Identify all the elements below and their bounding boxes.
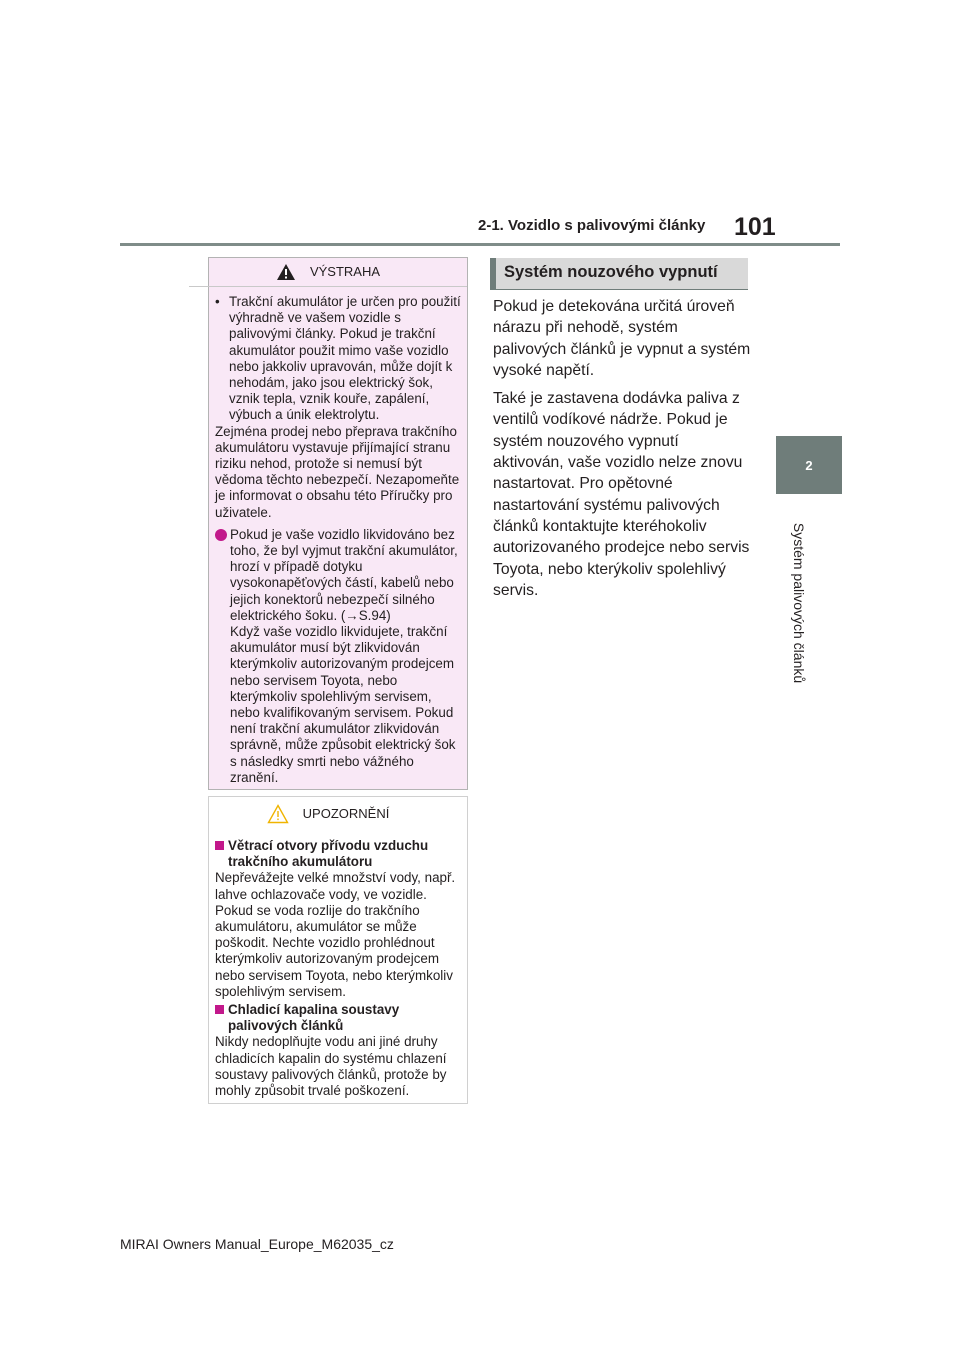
- warning-circle-item: [215, 527, 463, 786]
- warning-bullet: [215, 294, 463, 424]
- warning-header: [189, 258, 467, 287]
- page-number: 101: [734, 213, 776, 241]
- footer-document-id: MIRAI Owners Manual_Europe_M62035_cz: [120, 1236, 394, 1252]
- caution-item-ventilation: [215, 838, 463, 870]
- chapter-title: [790, 508, 808, 698]
- section-heading-rule: [490, 289, 748, 290]
- warning-title: VÝSTRAHA: [309, 263, 381, 279]
- section-heading: Systém nouzového vypnutí: [490, 258, 748, 289]
- caution-title: UPOZORNĚNÍ: [302, 805, 390, 821]
- caution-item-1-text: Nepřevážejte velké množství vody, např. lahve ochlazovače vody, ve vozidle. Pokud se voda rozlije do trakčního akumulátoru, akumulátor se může poškodit. Nechte vozidlo prohlédnout kterýmkoliv autorizovaným prodejcem nebo servisem Toyota, nebo kterýmkoliv spolehlivým servisem.: [215, 870, 456, 999]
- caution-box: [208, 796, 468, 1104]
- square-bullet-icon: [215, 841, 224, 850]
- square-bullet-icon: [215, 1005, 224, 1014]
- chapter-tab: [776, 436, 842, 494]
- caution-item-coolant: [215, 1002, 463, 1034]
- caution-header: [189, 797, 467, 831]
- header-divider: [120, 243, 840, 246]
- magenta-bullet-icon: [215, 529, 227, 541]
- chapter-title-text: Systém palivových článků: [791, 522, 807, 684]
- caution-item-2-title: Chladicí kapalina soustavy palivových článků: [228, 1002, 400, 1034]
- warning-paragraph: Zejména prodej nebo přeprava trakčního akumulátoru vystavuje přijímající stranu riziku nehod, protože si nemusí být vědoma těchto nebezpečí. Nezapomeňte je informovat o obsahu této Příručky pro uživatele.: [215, 423, 460, 520]
- section-paragraph-2: Také je zastavena dodávka paliva z ventilů vodíkové nádrže. Pokud je systém nouzového vypnutí aktivován, vaše vozidlo nelze znovu nastartovat. Pro opětovné nastartování systému palivových článků kontaktujte kteréhokoliv autorizovaného prodejce nebo servis Toyota, nebo kterýkoliv spolehlivý servis.: [493, 390, 750, 599]
- warning-box: [208, 257, 468, 790]
- section-body: [493, 296, 751, 608]
- warning-body: [209, 287, 467, 786]
- warning-circle-text-1: Pokud je vaše vozidlo likvidováno bez toho, že byl vyjmut trakční akumulátor, hrozí v případě dotyku vysokonapěťových částí, kabelů nebo jejich konektorů nebezpečí silného elektrického šoku. (→S.94): [230, 526, 458, 623]
- section-paragraph-1: Pokud je detekována určitá úroveň nárazu při nehodě, systém palivových článků je vypnut a systém vysoké napětí.: [493, 298, 751, 379]
- header-section-title: 2-1. Vozidlo s palivovými články: [478, 217, 706, 234]
- bullet-mark: •: [215, 294, 220, 309]
- caution-item-2-text: Nikdy nedoplňujte vodu ani jiné druhy chladicích kapalin do systému chlazení soustavy palivových článků, protože by mohly způsobit trvalé poškození.: [215, 1034, 447, 1099]
- chapter-number: 2: [805, 457, 813, 473]
- warning-triangle-icon: [276, 263, 296, 281]
- caution-triangle-icon: [267, 804, 289, 824]
- warning-bullet-text: Trakční akumulátor je určen pro použití výhradně ve vašem vozidle s palivovými články. Pokud je trakční akumulátor použit mimo vaše vozidlo nebo jakkoliv upravován, může dojít k nehodám, jako jsou elektrický šok, vznik tepla, vznik kouře, zapálení, výbuch a únik elektrolytu.: [229, 294, 461, 423]
- caution-body: [209, 831, 467, 1099]
- warning-circle-text-2: Když vaše vozidlo likvidujete, trakční akumulátor musí být zlikvidován kterýmkoliv autorizovaným prodejcem nebo servisem Toyota, nebo kterýmkoliv spolehlivým servisem, nebo kvalifikovaným servisem. Pokud není trakční akumulátor zlikvidován správně, může způsobit elektrický šok s následky smrti nebo vážného zranění.: [230, 624, 456, 785]
- caution-item-1-title: Větrací otvory přívodu vzduchu trakčního akumulátoru: [228, 838, 429, 870]
